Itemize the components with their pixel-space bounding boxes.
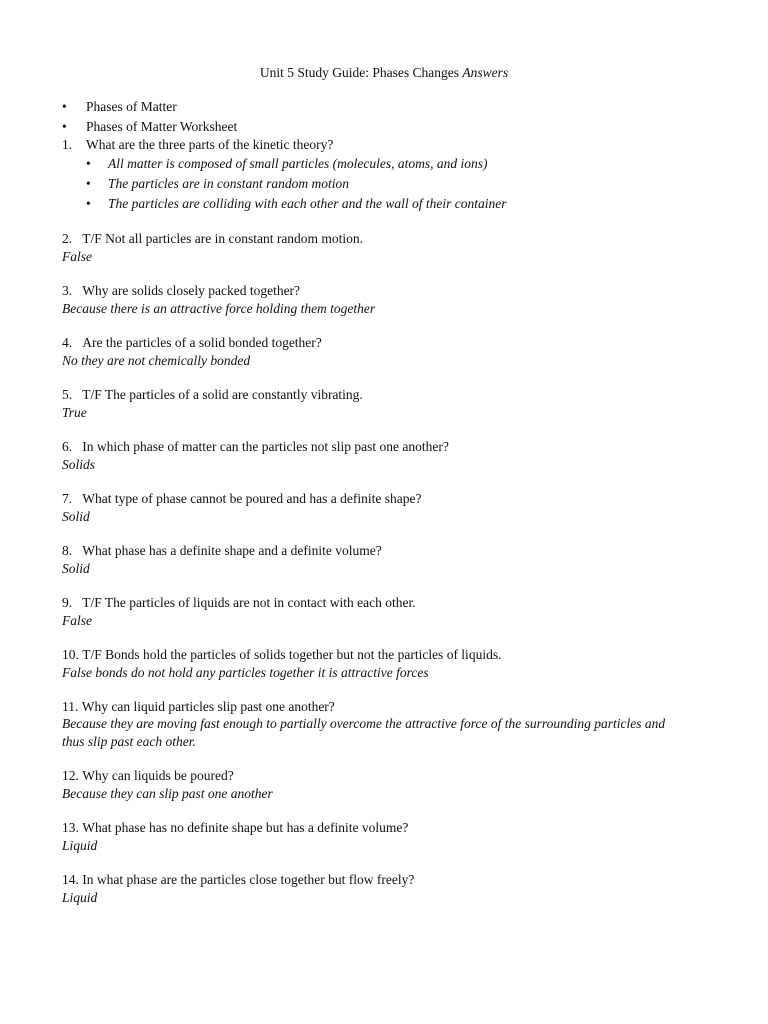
- question-text: Are the particles of a solid bonded together?: [82, 335, 322, 350]
- question-text: Why can liquid particles slip past one another?: [81, 699, 335, 714]
- answer-11: Because they are moving fast enough to partially overcome the attractive force of the surrounding particles and thus slip past each other.: [62, 716, 666, 749]
- question-number: 1.: [62, 137, 73, 152]
- bullet-icon: •: [86, 196, 91, 211]
- answer-12: Because they can slip past one another: [62, 786, 273, 801]
- question-number: 2.: [62, 231, 73, 246]
- question-text: What type of phase cannot be poured and has a definite shape?: [82, 491, 422, 506]
- question-text: What are the three parts of the kinetic theory?: [86, 137, 334, 152]
- title-italic: Answers: [462, 65, 509, 80]
- question-13: [62, 820, 408, 836]
- question-text: T/F Not all particles are in constant random motion.: [82, 231, 364, 246]
- top-bullet-item: [62, 99, 177, 115]
- question-text: Why can liquids be poured?: [82, 768, 234, 783]
- question-number: 14.: [62, 872, 79, 887]
- question-number: 5.: [62, 387, 73, 402]
- question-11: [62, 699, 335, 715]
- question-number: 3.: [62, 283, 73, 298]
- question-number: 6.: [62, 439, 73, 454]
- bullet-icon: •: [86, 176, 91, 191]
- question-12: [62, 768, 234, 784]
- answer-4: No they are not chemically bonded: [62, 353, 251, 368]
- question-text: In which phase of matter can the particles not slip past one another?: [82, 439, 449, 454]
- question-number: 12.: [62, 768, 79, 783]
- answer-2: False: [62, 249, 92, 264]
- question-2: [62, 231, 363, 247]
- answer-13: Liquid: [62, 838, 98, 853]
- answer-bullet: [86, 156, 487, 172]
- answer-8: Solid: [62, 561, 90, 576]
- question-14: [62, 872, 414, 888]
- title-main: Unit 5 Study Guide: Phases Changes: [259, 65, 459, 80]
- question-text: What phase has a definite shape and a definite volume?: [82, 543, 382, 558]
- answer-5: True: [62, 405, 87, 420]
- question-6: [62, 439, 449, 455]
- top-bullet-text: Phases of Matter: [86, 99, 177, 114]
- question-1: [62, 137, 333, 153]
- bullet-icon: •: [62, 119, 67, 134]
- answer-bullet: [86, 176, 349, 192]
- question-text: In what phase are the particles close together but flow freely?: [82, 872, 415, 887]
- question-text: T/F Bonds hold the particles of solids together but not the particles of liquids.: [82, 647, 502, 662]
- answer-10: False bonds do not hold any particles together it is attractive forces: [62, 665, 429, 680]
- question-number: 7.: [62, 491, 73, 506]
- question-4: [62, 335, 322, 351]
- top-bullet-text: Phases of Matter Worksheet: [86, 119, 238, 134]
- top-bullet-item: [62, 119, 237, 135]
- bullet-icon: •: [62, 99, 67, 114]
- answer-bullet: [86, 196, 506, 212]
- bullet-icon: •: [86, 156, 91, 171]
- answer-14: Liquid: [62, 890, 98, 905]
- question-number: 10.: [62, 647, 79, 662]
- question-10: [62, 647, 501, 663]
- question-text: T/F The particles of liquids are not in contact with each other.: [82, 595, 416, 610]
- answer-7: Solid: [62, 509, 90, 524]
- question-text: T/F The particles of a solid are constantly vibrating.: [82, 387, 363, 402]
- answer-text: All matter is composed of small particles (molecules, atoms, and ions): [108, 156, 488, 171]
- question-number: 4.: [62, 335, 73, 350]
- question-text: What phase has no definite shape but has a definite volume?: [82, 820, 409, 835]
- answer-3: Because there is an attractive force holding them together: [62, 301, 376, 316]
- question-5: [62, 387, 363, 403]
- question-8: [62, 543, 382, 559]
- question-number: 11.: [62, 699, 79, 714]
- question-text: Why are solids closely packed together?: [82, 283, 301, 298]
- question-9: [62, 595, 416, 611]
- answer-text: The particles are colliding with each other and the wall of their container: [108, 196, 507, 211]
- question-number: 8.: [62, 543, 73, 558]
- question-3: [62, 283, 300, 299]
- page-title: [0, 65, 768, 81]
- question-7: [62, 491, 422, 507]
- answer-text: The particles are in constant random motion: [108, 176, 349, 191]
- question-number: 9.: [62, 595, 73, 610]
- question-number: 13.: [62, 820, 79, 835]
- answer-9: False: [62, 613, 92, 628]
- answer-6: Solids: [62, 457, 96, 472]
